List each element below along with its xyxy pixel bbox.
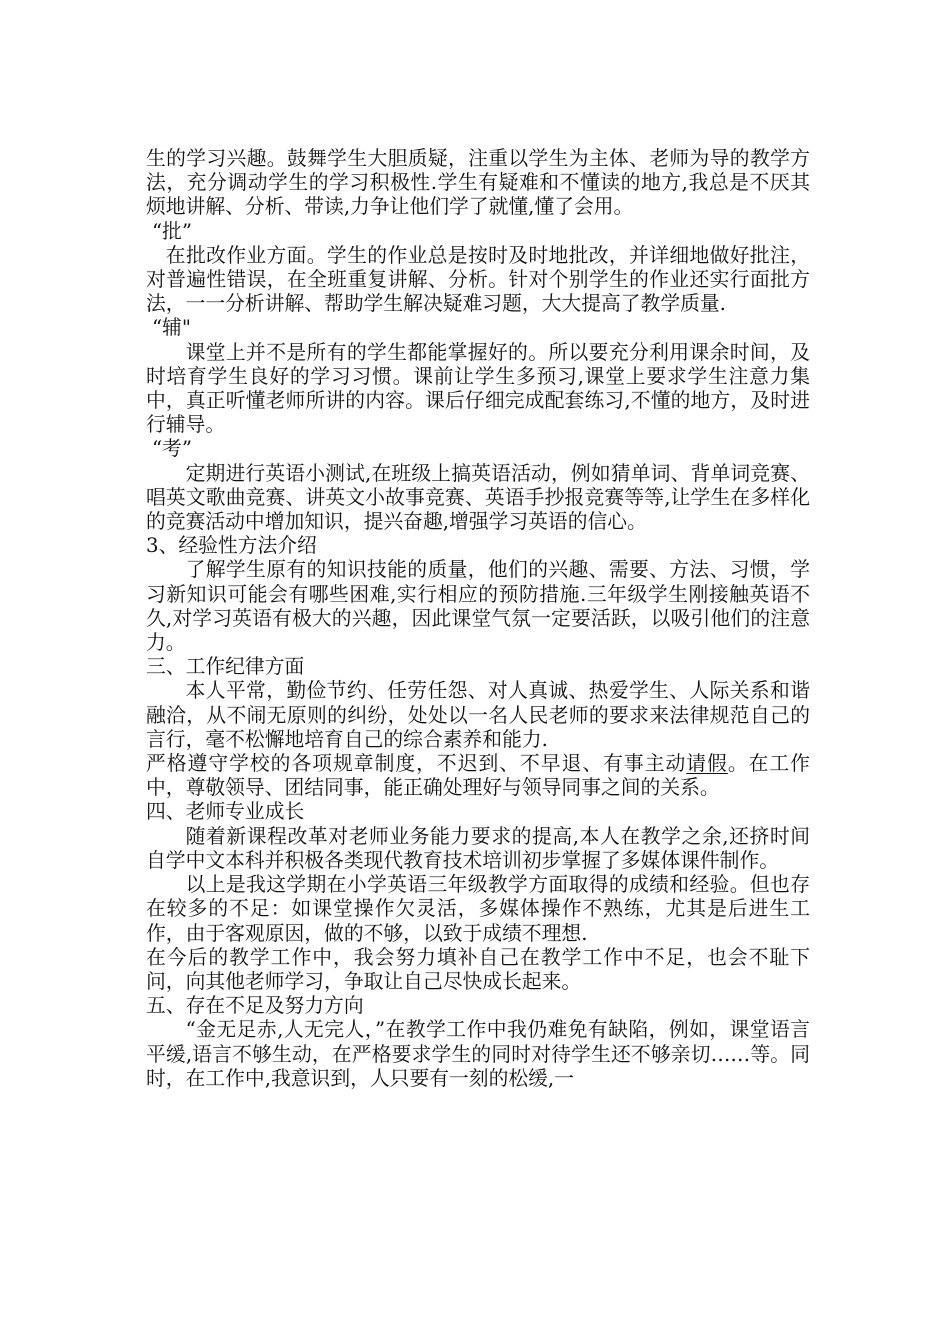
paragraph-rules [146, 752, 810, 800]
section-label-kao: “考” [151, 437, 192, 461]
paragraph-summary: 以上是我这学期在小学英语三年级教学方面取得的成绩和经验。但也存在较多的不足：如课堂操作欠灵活，多媒体操作不熟练，尤其是后进生工作，由于客观原因，做的不够，以致于成绩不理想. [146, 873, 810, 945]
paragraph-experience: 了解学生原有的知识技能的质量，他们的兴趣、需要、方法、习惯，学习新知识可能会有哪些困难,实行相应的预防措施.三年级学生刚接触英语不久,对学习英语有极大的兴趣，因此课堂气氛一定要活跃，以吸引他们的注意力。 [146, 558, 810, 655]
paragraph-discipline: 本人平常，勤俭节约、任劳任怨、对人真诚、热爱学生、人际关系和谐融洽，从不闹无原则的纠纷，处处以一名人民老师的要求来法律规范自己的言行，毫不松懈地培育自己的综合素养和能力. [146, 679, 810, 751]
leave-link[interactable]: 请假 [686, 752, 728, 776]
paragraph-shortcomings: “金无足赤,人无完人，”在教学工作中我仍难免有缺陷，例如，课堂语言平缓,语言不够生动，在严格要求学生的同时对待学生还不够亲切……等。同时，在工作中,我意识到，人只要有一刻的松缓,一 [146, 1018, 810, 1090]
paragraph-interest: 生的学习兴趣。鼓舞学生大胆质疑，注重以学生为主体、老师为导的教学方法，充分调动学生的学习积极性.学生有疑难和不懂读的地方,我总是不厌其烦地讲解、分析、带读,力争让他们学了就懂,懂了会用。 [146, 147, 810, 219]
section-label-fu: “辅" [151, 316, 191, 340]
paragraph-tutoring: 课堂上并不是所有的学生都能掌握好的。所以要充分利用课余时间，及时培育学生良好的学习习惯。课前让学生多预习,课堂上要求学生注意力集中，真正听懂老师所讲的内容。课后仔细完成配套练习,不懂的地方，及时进行辅导。 [146, 340, 810, 437]
section-label-pi: “批” [151, 219, 192, 243]
heading-professional-growth: 四、老师专业成长 [146, 800, 305, 824]
rules-text-after: 。在工作中，尊敬领导、团结同事，能正确处理好与领导同事之间的关系。 [146, 752, 810, 800]
paragraph-testing: 定期进行英语小测试,在班级上搞英语活动，例如猜单词、背单词竞赛、唱英文歌曲竞赛、讲英文小故事竞赛、英语手抄报竞赛等等,让学生在多样化的竞赛活动中增加知识，提兴奋趣,增强学习英语的信心。 [146, 461, 810, 534]
heading-shortcomings: 五、存在不足及努力方向 [146, 994, 364, 1018]
paragraph-growth: 随着新课程改革对老师业务能力要求的提高,本人在教学之余,还挤时间自学中文本科并积极各类现代教育技术培训初步掌握了多媒体课件制作。 [146, 824, 810, 872]
heading-experience-methods: 3、经验性方法介绍 [146, 534, 317, 558]
paragraph-homework: 在批改作业方面。学生的作业总是按时及时地批改，并详细地做好批注，对普遍性错误，在全班重复讲解、分析。针对个别学生的作业还实行面批方法，一一分析讲解、帮助学生解决疑难习题，大大提高了教学质量. [146, 243, 810, 316]
rules-text-before: 严格遵守学校的各项规章制度，不迟到、不早退、有事主动 [146, 752, 687, 776]
document-page [146, 147, 810, 1091]
heading-work-discipline: 三、工作纪律方面 [146, 655, 305, 679]
paragraph-future: 在今后的教学工作中，我会努力填补自己在教学工作中不足，也会不耻下问，向其他老师学习，争取让自己尽快成长起来。 [146, 945, 810, 993]
